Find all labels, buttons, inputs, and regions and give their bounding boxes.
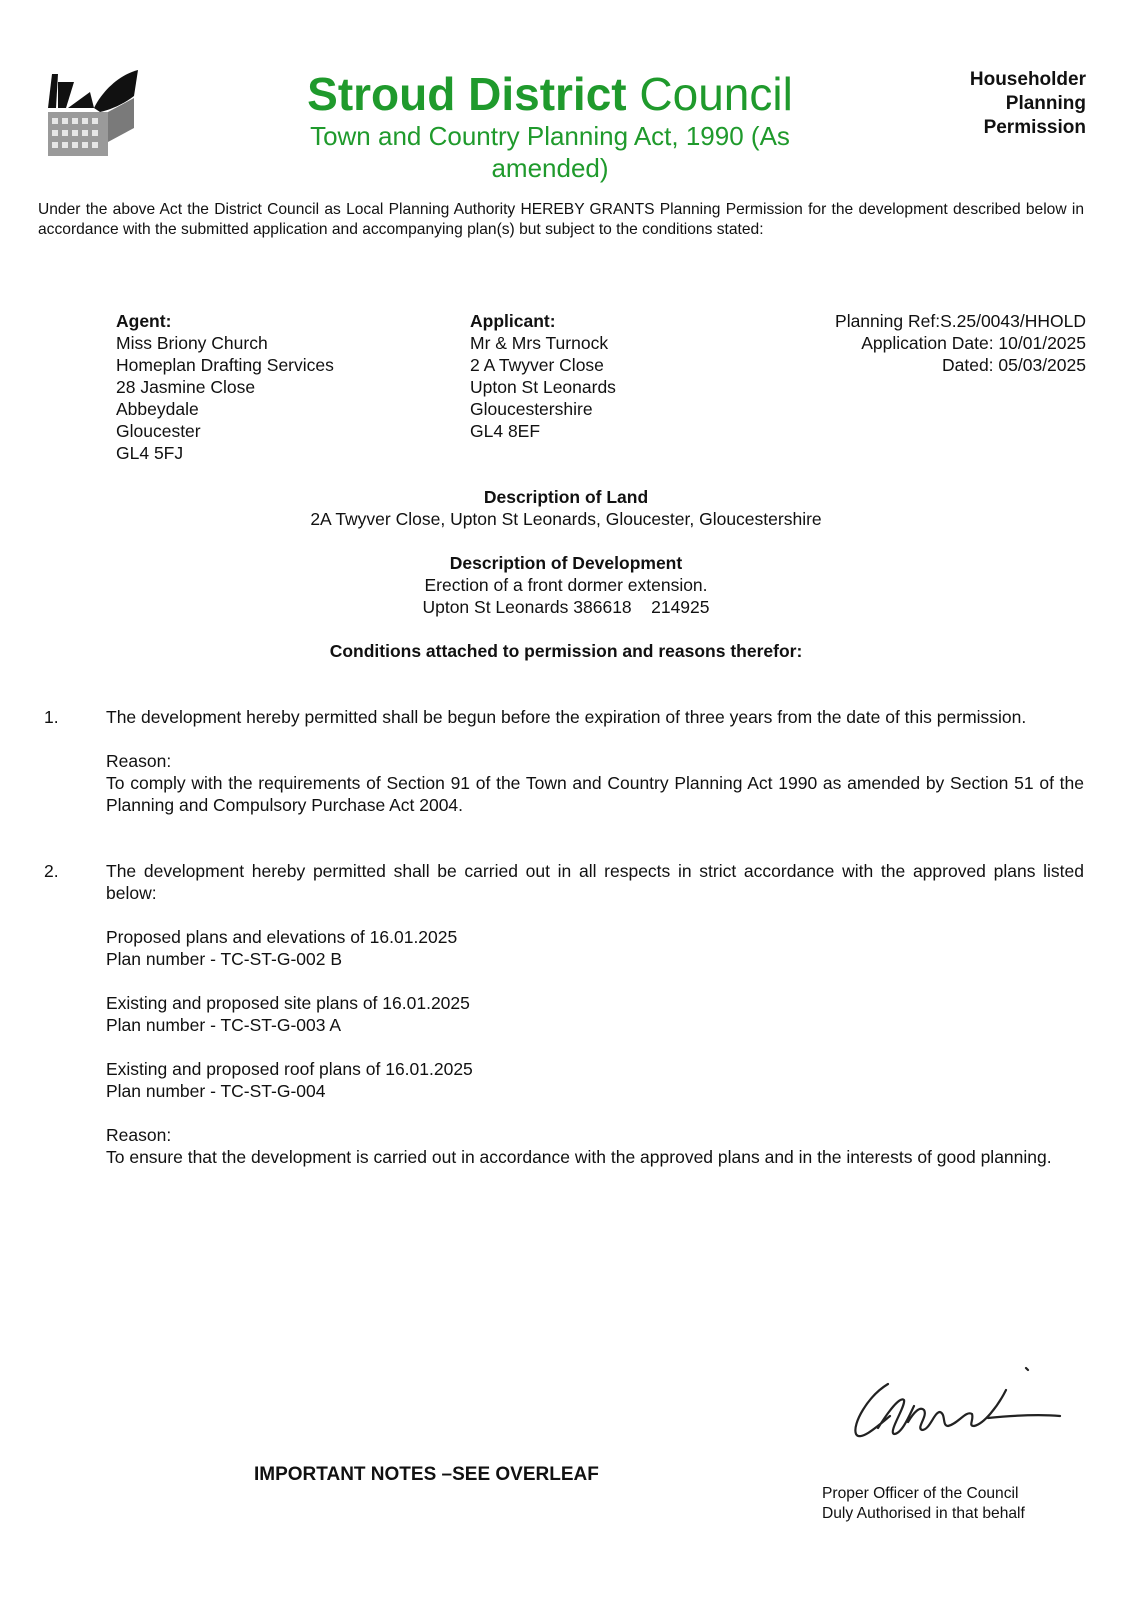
plan-number: Plan number - TC-ST-G-002 B bbox=[106, 949, 343, 969]
applicant-line: Gloucestershire bbox=[470, 399, 593, 419]
plan-entry bbox=[106, 1058, 1084, 1102]
intro-paragraph: Under the above Act the District Council as Local Planning Authority HEREBY GRANTS Planning Permission for the development described below in accordance with the submitted application and accompanying plan(s) but subject to the conditions stated: bbox=[38, 201, 1084, 238]
dated: Dated: 05/03/2025 bbox=[941, 355, 1086, 375]
plan-title: Proposed plans and elevations of 16.01.2025 bbox=[106, 927, 458, 947]
applicant-heading: Applicant: bbox=[470, 311, 556, 331]
officer-block bbox=[822, 1484, 1025, 1524]
agent-line: Homeplan Drafting Services bbox=[116, 355, 334, 375]
agent-line: Gloucester bbox=[116, 421, 201, 441]
application-date: Application Date: 10/01/2025 bbox=[861, 333, 1086, 353]
officer-line: Proper Officer of the Council bbox=[822, 1485, 1019, 1502]
document-type bbox=[886, 68, 1086, 140]
act-subtitle: Town and Country Planning Act, 1990 (As amended) bbox=[310, 121, 790, 183]
agent-block bbox=[116, 310, 436, 464]
applicant-line: Mr & Mrs Turnock bbox=[470, 333, 609, 353]
land-heading: Description of Land bbox=[483, 487, 649, 507]
agent-heading: Agent: bbox=[116, 311, 172, 331]
reason-label: Reason: bbox=[106, 1125, 172, 1145]
condition-2 bbox=[38, 860, 1084, 1190]
document-type-line: Permission bbox=[983, 117, 1086, 138]
agent-line: Abbeydale bbox=[116, 399, 199, 419]
condition-number: 2. bbox=[44, 861, 59, 881]
land-section bbox=[0, 486, 1132, 530]
development-section bbox=[0, 552, 1132, 618]
development-heading: Description of Development bbox=[449, 553, 683, 573]
development-text: Erection of a front dormer extension. bbox=[424, 575, 708, 595]
plan-title: Existing and proposed site plans of 16.01.2025 bbox=[106, 993, 470, 1013]
agent-line: Miss Briony Church bbox=[116, 333, 268, 353]
officer-line: Duly Authorised in that behalf bbox=[822, 1505, 1025, 1522]
conditions-heading-text: Conditions attached to permission and reasons therefor: bbox=[329, 641, 803, 661]
council-title-regular: Council bbox=[639, 68, 793, 120]
council-title-bold: Stroud District bbox=[307, 68, 627, 120]
document-type-line: Householder bbox=[969, 69, 1086, 90]
condition-text: The development hereby permitted shall be carried out in all respects in strict accordance with the approved plans listed below: bbox=[106, 861, 1084, 903]
conditions-heading bbox=[0, 640, 1132, 662]
document-type-line: Planning bbox=[1005, 93, 1086, 114]
signature-image bbox=[848, 1356, 1078, 1456]
plan-title: Existing and proposed roof plans of 16.01.2025 bbox=[106, 1059, 473, 1079]
plan-entry bbox=[106, 926, 1084, 970]
development-grid-ref: Upton St Leonards 386618 214925 bbox=[422, 597, 710, 617]
agent-line: GL4 5FJ bbox=[116, 443, 184, 463]
reason-label: Reason: bbox=[106, 751, 172, 771]
condition-number: 1. bbox=[44, 707, 59, 727]
applicant-block bbox=[470, 310, 770, 442]
plan-number: Plan number - TC-ST-G-004 bbox=[106, 1081, 326, 1101]
applicant-line: GL4 8EF bbox=[470, 421, 541, 441]
plan-entry bbox=[106, 992, 1084, 1036]
council-logo bbox=[44, 68, 138, 158]
reference-block bbox=[726, 310, 1086, 376]
applicant-line: 2 A Twyver Close bbox=[470, 355, 604, 375]
condition-text: The development hereby permitted shall be begun before the expiration of three years from the date of this permission. bbox=[106, 707, 1027, 727]
reason-text: To ensure that the development is carried out in accordance with the approved plans and in the interests of good planning. bbox=[106, 1147, 1052, 1167]
council-title bbox=[230, 66, 870, 122]
agent-line: 28 Jasmine Close bbox=[116, 377, 256, 397]
reason-text: To comply with the requirements of Section 91 of the Town and Country Planning Act 1990 as amended by Section 51 of the Planning and Compulsory Purchase Act 2004. bbox=[106, 773, 1084, 815]
condition-1 bbox=[38, 706, 1084, 838]
planning-ref: Planning Ref:S.25/0043/HHOLD bbox=[835, 311, 1086, 331]
land-text: 2A Twyver Close, Upton St Leonards, Gloucester, Gloucestershire bbox=[310, 509, 822, 529]
plan-number: Plan number - TC-ST-G-003 A bbox=[106, 1015, 342, 1035]
important-notes: IMPORTANT NOTES –SEE OVERLEAF bbox=[254, 1464, 599, 1485]
applicant-line: Upton St Leonards bbox=[470, 377, 616, 397]
